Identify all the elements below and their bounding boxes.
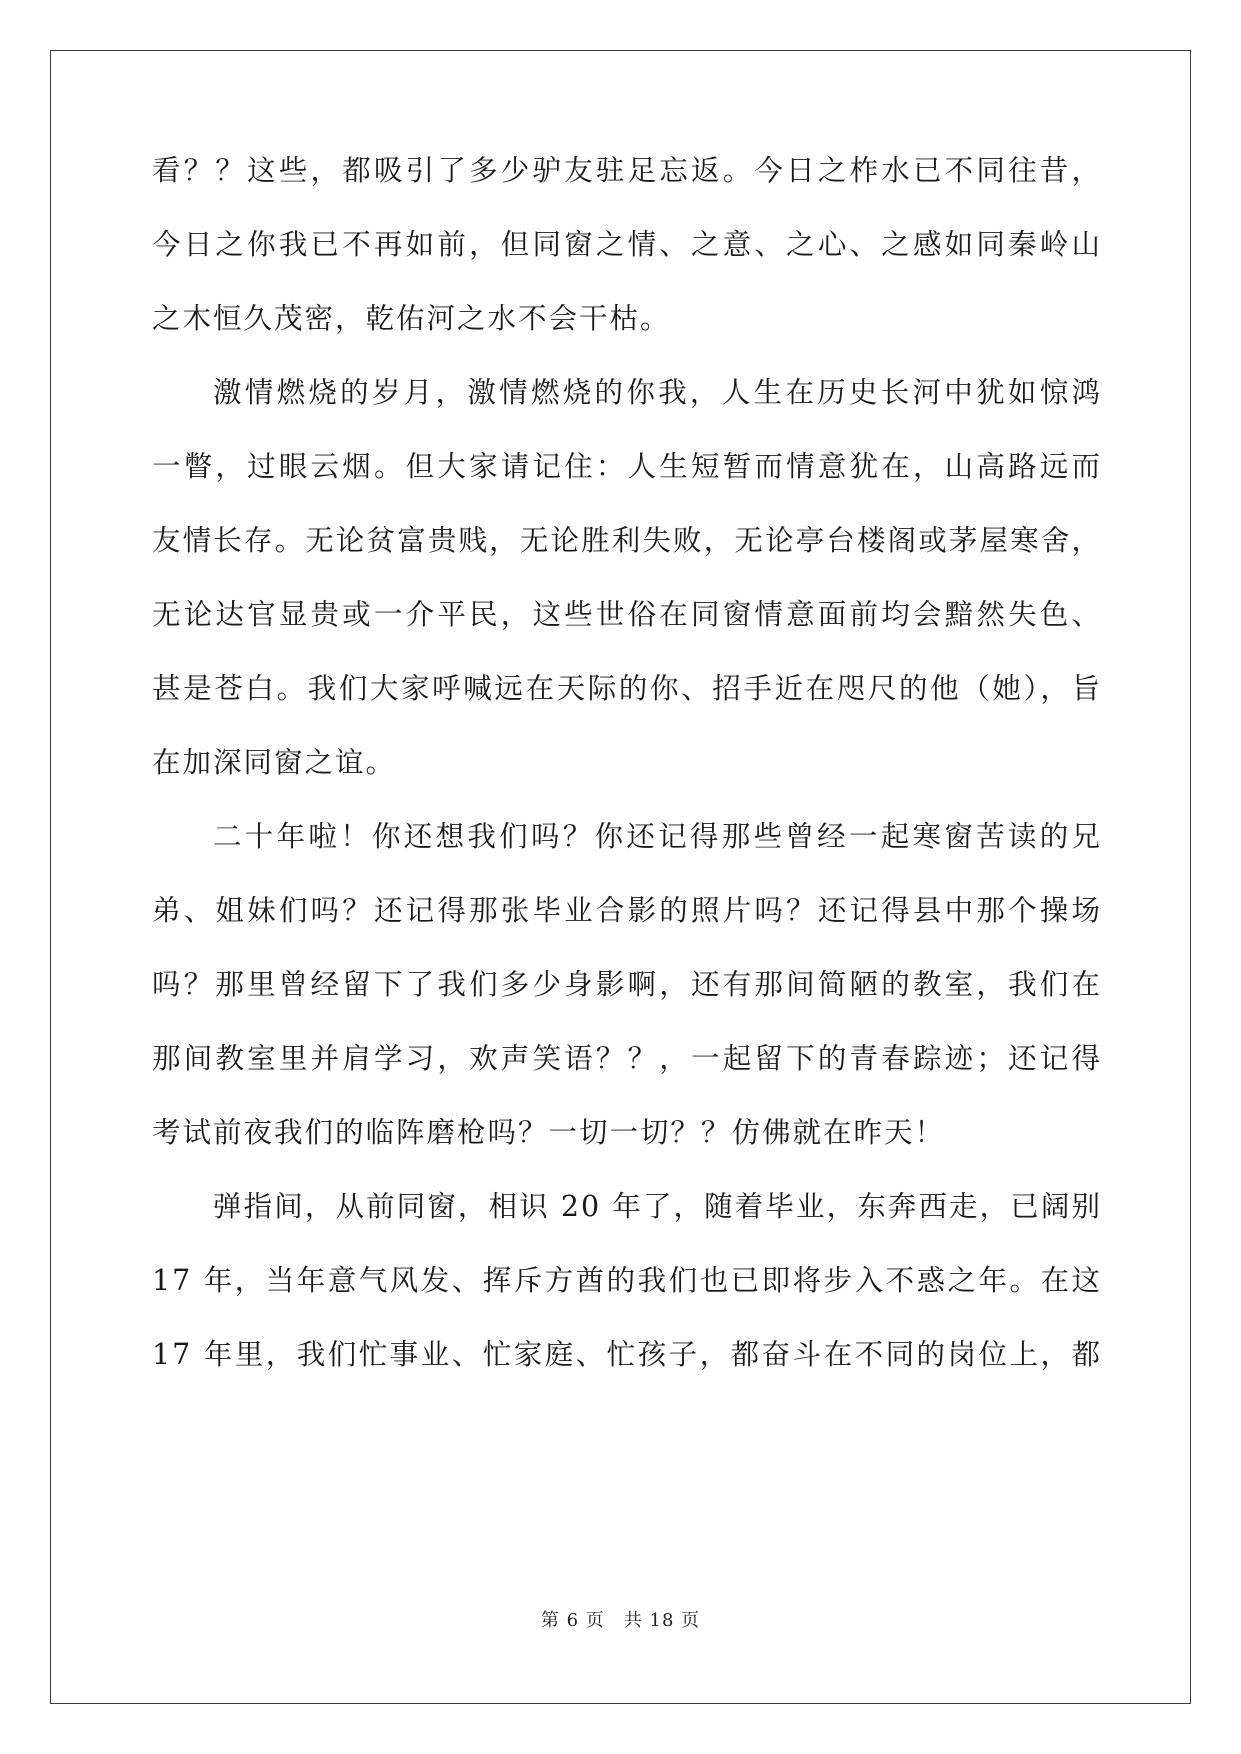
paragraph-2-line-1: 激情燃烧的岁月，激情燃烧的你我，人生在历史长河中犹如惊鸿 — [213, 376, 1102, 409]
paragraph-4-line-1: 弹指间，从前同窗，相识 20 年了，随着毕业，东奔西走，已阔别 — [213, 1190, 1102, 1223]
paragraph-3-line-2: 弟、姐妹们吗？还记得那张毕业合影的照片吗？还记得县中那个操场 — [152, 894, 1102, 927]
paragraph-2-line-5: 甚是苍白。我们大家呼喊远在天际的你、招手近在咫尺的他（她），旨 — [152, 672, 1102, 705]
page-number-footer: 第 6 页 共 18 页 — [540, 1610, 701, 1631]
paragraph-4-line-2: 17 年，当年意气风发、挥斥方酋的我们也已即将步入不惑之年。在这 — [152, 1264, 1102, 1297]
paragraph-1-line-1: 看？？这些，都吸引了多少驴友驻足忘返。今日之柞水已不同往昔， — [152, 154, 1102, 187]
paragraph-3-line-3: 吗？那里曾经留下了我们多少身影啊，还有那间简陋的教室，我们在 — [152, 968, 1102, 1001]
paragraph-2-line-6: 在加深同窗之谊。 — [152, 746, 397, 779]
paragraph-1-line-3: 之木恒久茂密，乾佑河之水不会干枯。 — [152, 302, 671, 335]
paragraph-2-line-3: 友情长存。无论贫富贵贱，无论胜利失败，无论亭台楼阁或茅屋寒舍， — [152, 524, 1102, 557]
paragraph-4-line-3: 17 年里，我们忙事业、忙家庭、忙孩子，都奋斗在不同的岗位上，都 — [152, 1338, 1102, 1371]
paragraph-2-line-2: 一瞥，过眼云烟。但大家请记住：人生短暂而情意犹在，山高路远而 — [152, 450, 1102, 483]
paragraph-3-line-5: 考试前夜我们的临阵磨枪吗？一切一切？？仿佛就在昨天！ — [152, 1116, 946, 1149]
paragraph-3-line-4: 那间教室里并肩学习，欢声笑语？？，一起留下的青春踪迹；还记得 — [152, 1042, 1102, 1075]
paragraph-1-line-2: 今日之你我已不再如前，但同窗之情、之意、之心、之感如同秦岭山 — [152, 228, 1102, 261]
paragraph-2-line-4: 无论达官显贵或一介平民，这些世俗在同窗情意面前均会黯然失色、 — [152, 598, 1102, 631]
paragraph-3-line-1: 二十年啦！你还想我们吗？你还记得那些曾经一起寒窗苦读的兄 — [213, 820, 1102, 853]
